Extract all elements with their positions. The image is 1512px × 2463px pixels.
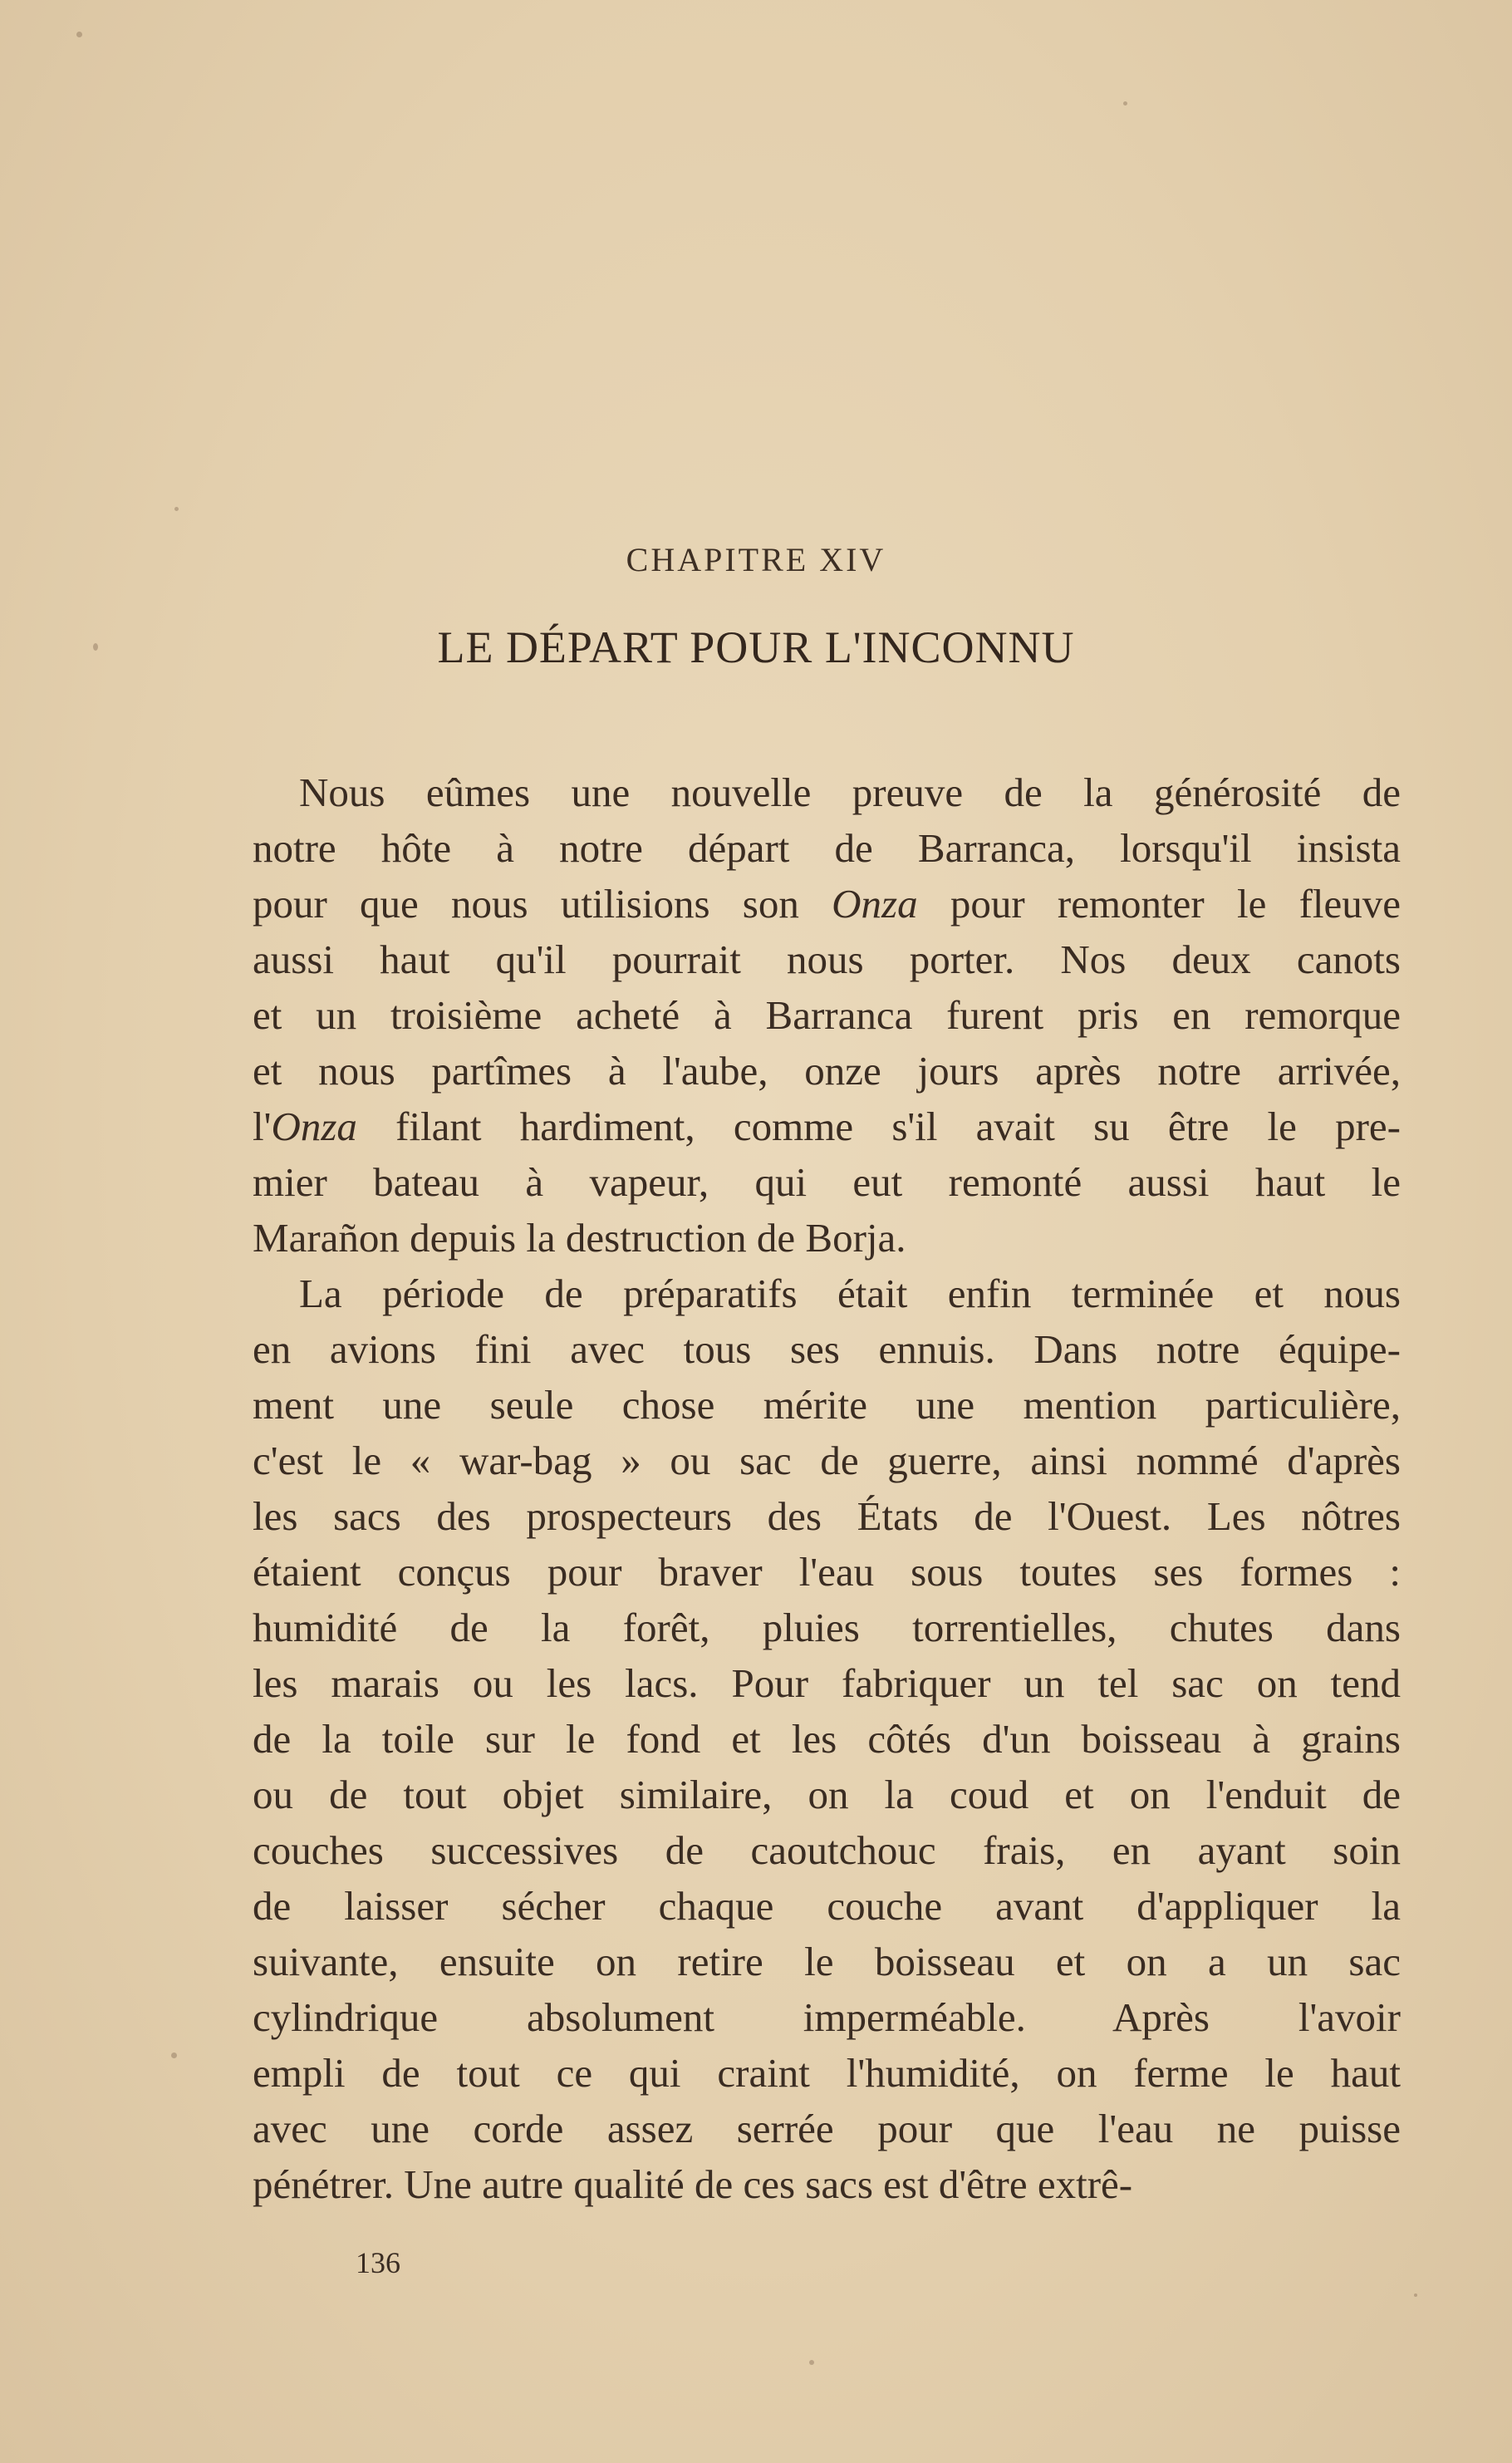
text-line: notre hôte à notre départ de Barranca, lorsqu'il insista — [253, 825, 1401, 871]
text-line: l'Onza filant hardiment, comme s'il avait su être le pre- — [253, 1104, 1401, 1149]
text-line: étaient conçus pour braver l'eau sous toutes ses formes : — [253, 1549, 1401, 1595]
text-line: ou de tout objet similaire, on la coud et on l'enduit de — [253, 1772, 1401, 1817]
text-line: les marais ou les lacs. Pour fabriquer un tel sac on tend — [253, 1660, 1401, 1706]
paper-speck — [1414, 2293, 1417, 2297]
chapter-title: LE DÉPART POUR L'INCONNU — [437, 622, 1075, 672]
text-line: les sacs des prospecteurs des États de l'Ouest. Les nôtres — [253, 1493, 1401, 1539]
text-line: pénétrer. Une autre qualité de ces sacs est d'être extrê- — [253, 2161, 1133, 2207]
text-line: ment une seule chose mérite une mention particulière, — [253, 1382, 1401, 1428]
text-line: suivante, ensuite on retire le boisseau et on a un sac — [253, 1939, 1401, 1984]
text-line: avec une corde assez serrée pour que l'eau ne puisse — [253, 2106, 1401, 2151]
chapter-label: CHAPITRE XIV — [626, 541, 886, 578]
paper-speck — [174, 507, 179, 511]
paper-speck — [171, 2052, 177, 2058]
paper-speck — [76, 32, 82, 37]
text-line: couches successives de caoutchouc frais, en ayant soin — [253, 1827, 1401, 1873]
text-line: Nous eûmes une nouvelle preuve de la générosité de — [299, 769, 1401, 815]
text-line: et nous partîmes à l'aube, onze jours après notre arrivée, — [253, 1048, 1401, 1094]
text-line: empli de tout ce qui craint l'humidité, on ferme le haut — [253, 2050, 1401, 2096]
paper-speck — [1123, 101, 1127, 106]
text-line: de laisser sécher chaque couche avant d'appliquer la — [253, 1883, 1401, 1929]
text-line: et un troisième acheté à Barranca furent pris en remorque — [253, 992, 1401, 1038]
text-line: mier bateau à vapeur, qui eut remonté aussi haut le — [253, 1159, 1401, 1205]
text-line: La période de préparatifs était enfin terminée et nous — [299, 1271, 1401, 1316]
text-line: humidité de la forêt, pluies torrentielles, chutes dans — [253, 1605, 1401, 1650]
text-line: cylindrique absolument imperméable. Après l'avoir — [253, 1994, 1401, 2040]
text-line: de la toile sur le fond et les côtés d'un boisseau à grains — [253, 1716, 1401, 1762]
body-text — [253, 764, 1401, 2212]
page-number: 136 — [356, 2246, 400, 2279]
text-line: en avions fini avec tous ses ennuis. Dans notre équipe- — [253, 1326, 1401, 1372]
text-line: Marañon depuis la destruction de Borja. — [253, 1215, 906, 1261]
text-line: pour que nous utilisions son Onza pour remonter le fleuve — [253, 881, 1401, 927]
text-line: aussi haut qu'il pourrait nous porter. Nos deux canots — [253, 937, 1401, 982]
text-line: c'est le « war-bag » ou sac de guerre, ainsi nommé d'après — [253, 1438, 1401, 1483]
paper-speck — [809, 2360, 814, 2365]
